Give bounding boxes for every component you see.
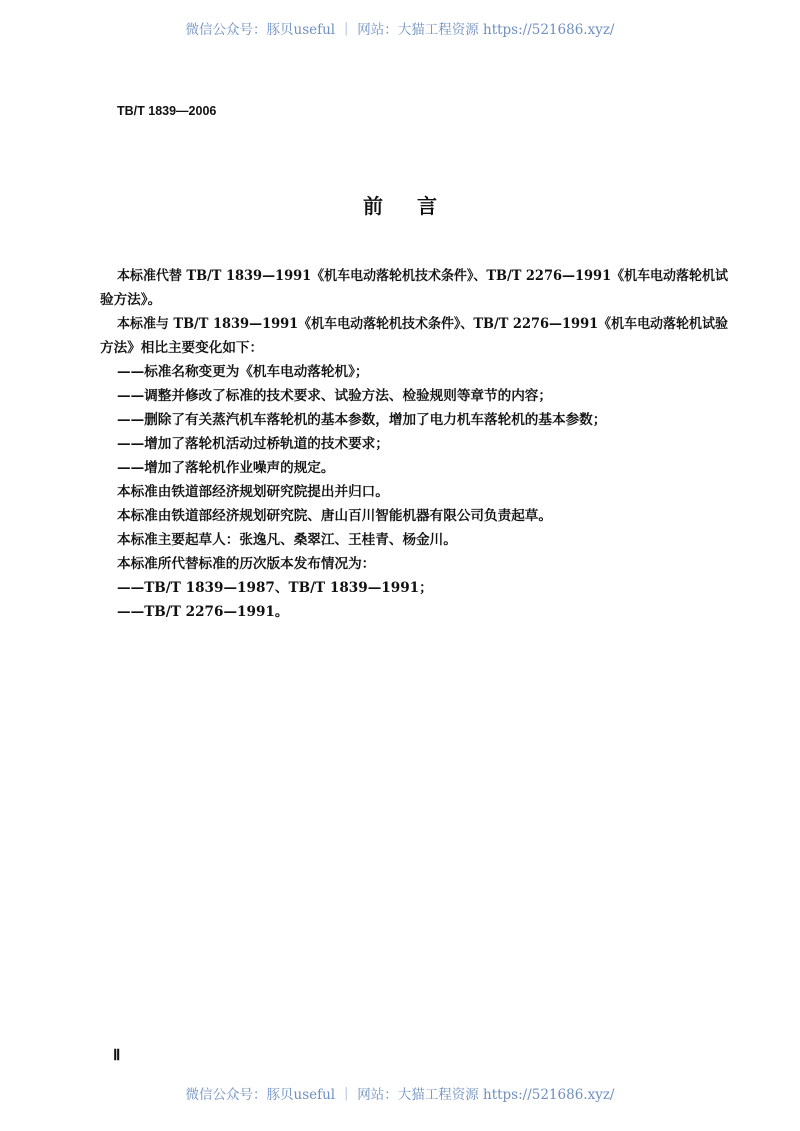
text-line: 本标准与 TB/T 1839—1991《机车电动落轮机技术条件》、TB/T 2276—1991《机车电动落轮机试验 [117,316,728,332]
text-line: ——增加了落轮机活动过桥轨道的技术要求； [117,436,389,452]
text-line: 本标准所代替标准的历次版本发布情况为： [117,556,376,572]
text-line: 方法》相比主要变化如下： [100,340,264,356]
text-line: ——删除了有关蒸汽机车落轮机的基本参数，增加了电力机车落轮机的基本参数； [117,412,607,428]
text-line: ——标准名称变更为《机车电动落轮机》； [117,364,369,380]
text-line: 本标准代替 TB/T 1839—1991《机车电动落轮机技术条件》、TB/T 2276—1991《机车电动落轮机试 [117,268,728,284]
text-line: ——TB/T 2276—1991。 [117,604,289,620]
text-line: ——TB/T 1839—1987、TB/T 1839—1991； [117,580,433,596]
page-number: Ⅱ [113,1048,121,1064]
standard-number: TB/T 1839—2006 [117,104,217,118]
page-title: 前言 [363,194,471,218]
text-line: ——调整并修改了标准的技术要求、试验方法、检验规则等章节的内容； [117,388,552,404]
watermark-top: 微信公众号：豚贝useful ｜ 网站：大猫工程资源 https://521686.xyz/ [185,22,615,38]
text-line: 本标准由铁道部经济规划研究院提出并归口。 [117,484,389,500]
text-line: ——增加了落轮机作业噪声的规定。 [117,460,335,476]
text-line: 本标准由铁道部经济规划研究院、唐山百川智能机器有限公司负责起草。 [117,508,552,524]
text-line: 本标准主要起草人：张逸凡、桑翠江、王桂青、杨金川。 [117,532,457,548]
text-line: 验方法》。 [100,292,162,308]
watermark-bottom: 微信公众号：豚贝useful ｜ 网站：大猫工程资源 https://521686.xyz/ [185,1087,615,1103]
